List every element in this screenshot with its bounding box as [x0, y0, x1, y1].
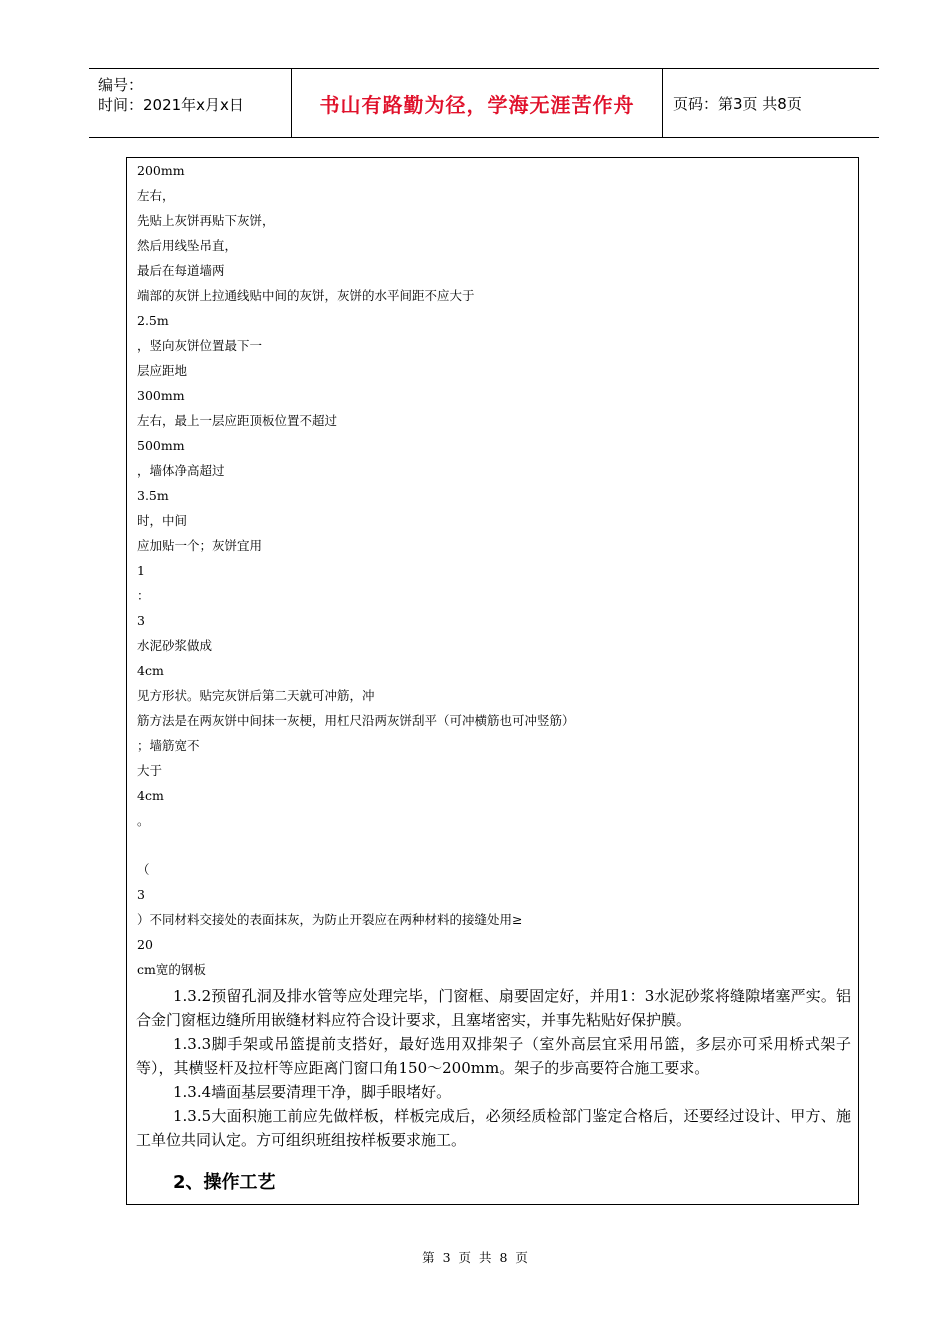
text-line: 。: [137, 813, 150, 828]
text-line: ，竖向灰饼位置最下一: [137, 338, 263, 353]
text-line: 左右，: [137, 188, 175, 203]
section-heading: 2、操作工艺: [173, 1172, 276, 1193]
text-line: 200mm: [137, 163, 185, 178]
text-line: 应加贴一个；灰饼宜用: [137, 538, 263, 553]
content-frame: [126, 157, 859, 1205]
header-motto-cell: [291, 69, 663, 137]
paragraph-1-3-2: 1.3.2预留孔洞及排水管等应处理完毕，门窗框、扇要固定好，并用1：3水泥砂浆将缝隙堵塞严实。铝合金门窗框边缝所用嵌缝材料应符合设计要求，且塞堵密实，并事先粘贴好保护膜。: [136, 987, 851, 1029]
text-line: 20: [137, 937, 153, 952]
page-header: [89, 68, 879, 138]
text-line: 层应距地: [137, 363, 188, 378]
text-line: 300mm: [137, 388, 185, 403]
text-line: 500mm: [137, 438, 185, 453]
paragraph-1-3-3: 1.3.3脚手架或吊篮提前支搭好，最好选用双排架子（室外高层宜采用吊篮，多层亦可采用桥式架子等），其横竖杆及拉杆等应距离门窗口角150～200mm。架子的步高要符合施工要求。: [136, 1035, 851, 1077]
text-line: （: [137, 862, 150, 877]
text-line: 4cm: [137, 788, 164, 803]
text-line: 4cm: [137, 663, 164, 678]
header-motto: 书山有路勤为径，学海无涯苦作舟: [319, 92, 635, 117]
text-line: cm宽的钢板: [137, 962, 206, 977]
text-line: 3: [137, 613, 145, 628]
text-line: 左右，最上一层应距顶板位置不超过: [137, 413, 338, 428]
page-footer: 第 3 页 共 8 页: [422, 1250, 528, 1265]
header-page-number: 页码：第3页 共8页: [673, 94, 802, 113]
paragraph-1-3-5: 1.3.5大面积施工前应先做样板，样板完成后，必须经质检部门鉴定合格后，还要经过设计、甲方、施工单位共同认定。方可组织班组按样板要求施工。: [136, 1107, 851, 1149]
text-line: 端部的灰饼上拉通线贴中间的灰饼，灰饼的水平间距不应大于: [137, 288, 475, 303]
text-line: 然后用线坠吊直，: [137, 238, 238, 253]
text-line: 筋方法是在两灰饼中间抹一灰梗，用杠尺沿两灰饼刮平（可冲横筋也可冲竖筋）: [137, 713, 575, 728]
text-line: 时，中间: [137, 513, 188, 528]
header-info-cell: [89, 69, 291, 137]
document-time-label: 时间：2021年x月x日: [98, 96, 244, 114]
document-number-label: 编号：: [98, 76, 144, 94]
header-page-cell: [663, 69, 879, 137]
text-line: 3: [137, 887, 145, 902]
text-line: ；墙筋宽不: [137, 738, 200, 753]
text-line: 水泥砂浆做成: [137, 638, 213, 653]
text-line: 1: [137, 563, 145, 578]
text-line: 最后在每道墙两: [137, 263, 225, 278]
text-line: 大于: [137, 763, 163, 778]
text-line: 见方形状。贴完灰饼后第二天就可冲筋，冲: [137, 688, 375, 703]
text-line: 3.5m: [137, 488, 169, 503]
text-line: ）不同材料交接处的表面抹灰，为防止开裂应在两种材料的接缝处用≥: [137, 912, 523, 927]
text-line: 2.5m: [137, 313, 169, 328]
paragraph-1-3-4: 1.3.4墙面基层要清理干净，脚手眼堵好。: [173, 1083, 452, 1101]
text-line: ，墙体净高超过: [137, 463, 225, 478]
text-line: ：: [137, 588, 150, 603]
text-line: 先贴上灰饼再贴下灰饼，: [137, 213, 275, 228]
